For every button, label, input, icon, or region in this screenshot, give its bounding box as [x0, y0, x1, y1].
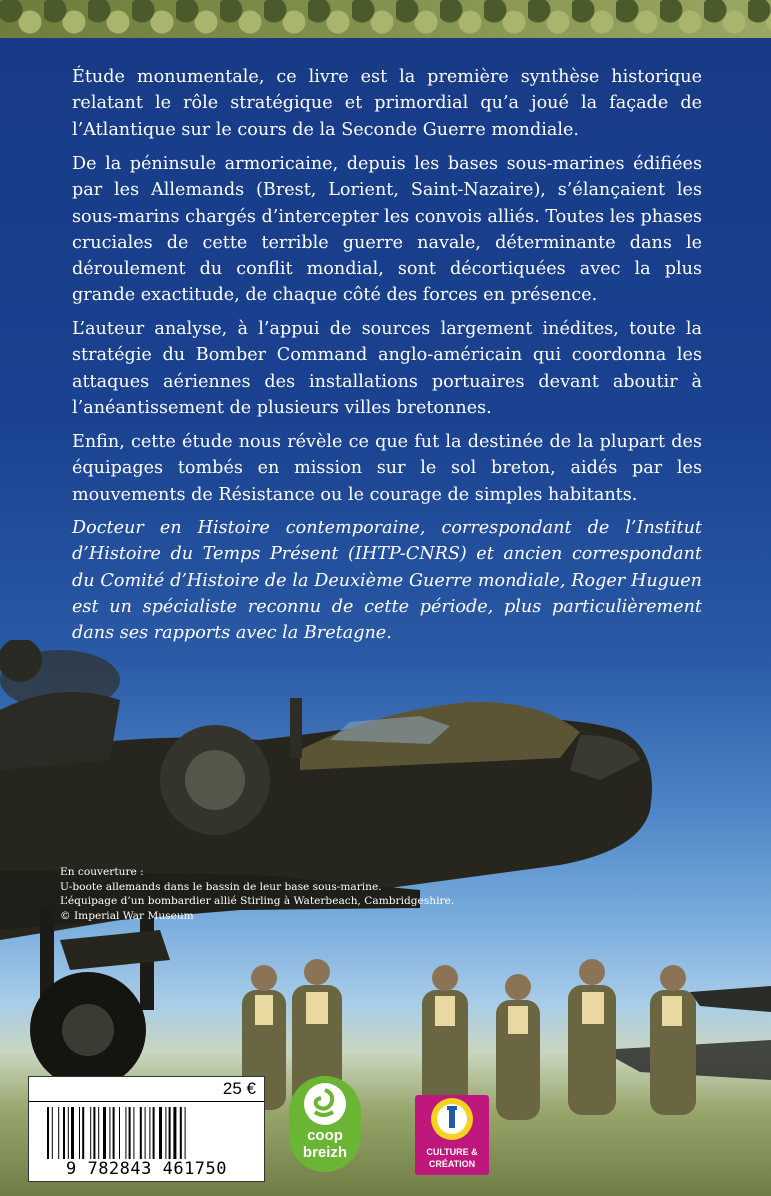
summary-paragraph-1: Étude monumentale, ce livre est la première synthèse historique relatant le rôle stratégique et primordial qu’a joué la façade de l’Atlantique sur le cours de la Seconde Guerre mondiale. [72, 67, 702, 140]
credits-line: © Imperial War Museum [60, 909, 194, 922]
barcode-label [28, 1076, 265, 1182]
camouflage-band [0, 0, 771, 38]
cover-credits [60, 865, 520, 923]
divider [29, 1101, 264, 1102]
coop-text: coop [307, 1127, 343, 1144]
triskell-icon [303, 1082, 347, 1126]
lighthouse-seal-icon [425, 1097, 479, 1141]
price: 25 € [222, 1079, 256, 1098]
breizh-text: breizh [302, 1144, 348, 1161]
credits-line: U-boote allemands dans le bassin de leur base sous-marine. [60, 880, 382, 893]
credits-line: L’équipage d’un bombardier allié Stirling à Waterbeach, Cambridgeshire. [60, 895, 455, 908]
creation-text: CRÉATION [428, 1159, 476, 1169]
author-bio: Docteur en Histoire contemporaine, correspondant de l’Institut d’Histoire du Temps Présent (IHTP-CNRS) et ancien correspondant du Comité d’Histoire de la Deuxième Guerre mondiale, Roger Huguen est un spécialiste reconnu de cette période, plus particulièrement dans ses rapports avec la Bretagne. [72, 518, 702, 644]
credits-heading: En couverture : [60, 866, 144, 878]
summary-paragraph-2: De la péninsule armoricaine, depuis les bases sous-marines édifiées par les Allemands (Brest, Lorient, Saint-Nazaire), s’élançaient les sous-marins chargés d’intercepter les convois alliés. Toutes les phases cruciales de cette terrible guerre navale, déterminante dans le déroulement du conflit mondial, sont décortiquées avec la plus grande exactitude, de chaque côté des forces en présence. [72, 154, 703, 306]
culture-text: CULTURE & [426, 1147, 478, 1157]
summary-paragraph-3: L’auteur analyse, à l’appui de sources largement inédites, toute la stratégie du Bomber Command anglo-américain qui coordonna les attaques aériennes des installations portuaires devant aboutir à l’anéantissement de plusieurs villes bretonnes. [72, 319, 702, 418]
coop-breizh-logo [289, 1076, 361, 1172]
summary-paragraph-4: Enfin, cette étude nous révèle ce que fut la destinée de la plupart des équipages tombés en mission sur le sol breton, aidés par les mouvements de Résistance ou le courage de simples habitants. [72, 432, 702, 505]
barcode-icon [47, 1107, 247, 1159]
isbn-number: 9 782843 461750 [65, 1159, 228, 1179]
produit-en-bretagne-logo [415, 1095, 489, 1175]
